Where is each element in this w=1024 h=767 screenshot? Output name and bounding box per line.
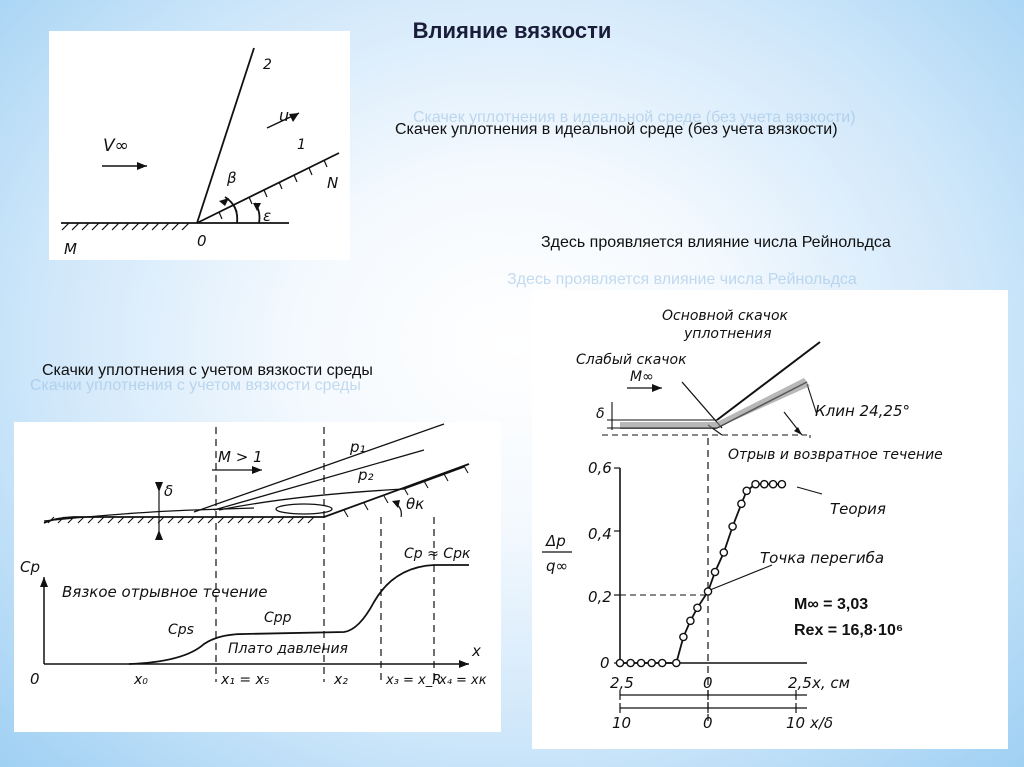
label-y-num: Δp <box>546 532 566 550</box>
label-x4: x₄ = xк <box>439 673 487 688</box>
label-x0: x₀ <box>134 672 148 688</box>
label-plateau: Плато давления <box>228 641 348 657</box>
label-main-shock: Основной скачок <box>662 308 788 324</box>
label-p2: p₂ <box>358 466 374 484</box>
data-point-17 <box>770 481 777 488</box>
x-label-cm: x, см <box>812 674 850 692</box>
label-u: u <box>279 106 290 125</box>
label-x1: x₁ = x₅ <box>221 672 270 688</box>
ghost-caption-ideal: Скачек уплотнения в идеальной среде (без учета вязкости) <box>413 109 856 126</box>
slide-title: Влияние вязкости <box>412 18 612 43</box>
label-2: 2 <box>263 57 272 73</box>
label-delta: δ <box>164 482 174 500</box>
plate-surface <box>44 517 324 523</box>
data-point-4 <box>659 659 666 666</box>
label-cp: Cp <box>20 558 40 576</box>
label-inflection: Точка перегиба <box>760 549 885 567</box>
data-point-5 <box>673 659 680 666</box>
label-y-den: q∞ <box>546 557 569 575</box>
figure-ideal-shock <box>49 31 350 260</box>
data-point-15 <box>752 481 759 488</box>
label-beta: β <box>227 169 237 187</box>
ghost-caption-viscous: Скачки уплотнения с учетом вязкости среды <box>30 377 361 394</box>
label-theta: θк <box>406 495 425 513</box>
figure-experiment <box>532 290 1008 749</box>
theory-leader <box>797 487 822 494</box>
label-origin: 0 <box>30 670 40 688</box>
data-point-18 <box>778 481 785 488</box>
data-point-12 <box>729 523 736 530</box>
label-cps: Cps <box>168 622 194 638</box>
label-v-inf: V∞ <box>103 136 129 156</box>
caption-reynolds: Здесь проявляется влияние числа Рейнольдса <box>541 234 891 251</box>
data-point-11 <box>720 549 727 556</box>
x-tick-cm-2: 2,5 <box>788 674 812 692</box>
label-1: 1 <box>297 137 306 153</box>
weak-shock-leader <box>682 382 722 428</box>
data-point-6 <box>680 633 687 640</box>
y-tick-1: 0,4 <box>588 525 612 543</box>
label-theory: Теория <box>830 500 886 518</box>
data-point-13 <box>738 500 745 507</box>
label-mach: M > 1 <box>218 448 263 466</box>
data-point-3 <box>648 659 655 666</box>
data-point-16 <box>761 481 768 488</box>
inflection-leader <box>710 565 772 590</box>
label-delta-exp: δ <box>596 406 605 422</box>
label-N: N <box>327 174 339 192</box>
figure-viscous-shock <box>14 422 501 732</box>
y-tick-2: 0,2 <box>588 588 612 606</box>
data-point-8 <box>694 604 701 611</box>
ideal-shock-diagram <box>49 31 350 260</box>
label-epsilon: ε <box>263 207 272 225</box>
label-main-shock-2: уплотнения <box>684 326 772 342</box>
label-x3: x₃ = x_R <box>386 673 442 688</box>
label-p1: p₁ <box>350 438 366 456</box>
y-tick-0: 0,6 <box>588 459 612 477</box>
y-tick-3: 0 <box>600 654 610 672</box>
label-viscous-flow: Вязкое отрывное течение <box>62 583 268 601</box>
data-point-0 <box>616 659 623 666</box>
caption-viscous: Скачки уплотнения с учетом вязкости среды <box>42 362 373 379</box>
label-M: M <box>64 240 77 258</box>
pressure-curve <box>620 484 782 663</box>
label-O: 0 <box>197 232 207 250</box>
x-tick-cm-1: 0 <box>703 674 713 692</box>
x-tick-delta-0: 10 <box>612 714 632 732</box>
v-inf-arrowhead <box>137 162 147 170</box>
x-tick-delta-2: 10 <box>786 714 806 732</box>
x-label-delta: x/δ <box>810 714 834 732</box>
data-point-10 <box>711 568 718 575</box>
x-tick-delta-1: 0 <box>703 714 713 732</box>
label-wedge: Клин 24,25° <box>815 402 911 420</box>
ghost-caption-reynolds: Здесь проявляется влияние числа Рейнольдса <box>507 271 857 288</box>
label-weak-shock: Слабый скачок <box>576 352 687 368</box>
data-point-14 <box>743 487 750 494</box>
viscous-shock-diagram <box>14 422 501 732</box>
label-re-value: Rex = 16,8·10⁶ <box>794 622 904 639</box>
label-x2: x₂ <box>334 672 348 688</box>
label-cp-eq: Cp ≈ Cpк <box>404 546 471 562</box>
data-point-2 <box>638 659 645 666</box>
label-m-value: M∞ = 3,03 <box>794 596 869 613</box>
caption-ideal: Скачек уплотнения в идеальной среде (без учета вязкости) <box>395 121 838 138</box>
data-point-1 <box>627 659 634 666</box>
experiment-diagram <box>532 290 1008 749</box>
x-tick-cm-0: 2,5 <box>610 674 634 692</box>
data-point-7 <box>687 617 694 624</box>
label-x-axis: x <box>472 642 481 660</box>
data-point-9 <box>704 588 711 595</box>
label-separation: Отрыв и возвратное течение <box>728 447 943 463</box>
label-cpp: Cpp <box>264 610 292 626</box>
label-mach-inf: M∞ <box>630 369 654 385</box>
experiment-plot <box>616 481 785 667</box>
